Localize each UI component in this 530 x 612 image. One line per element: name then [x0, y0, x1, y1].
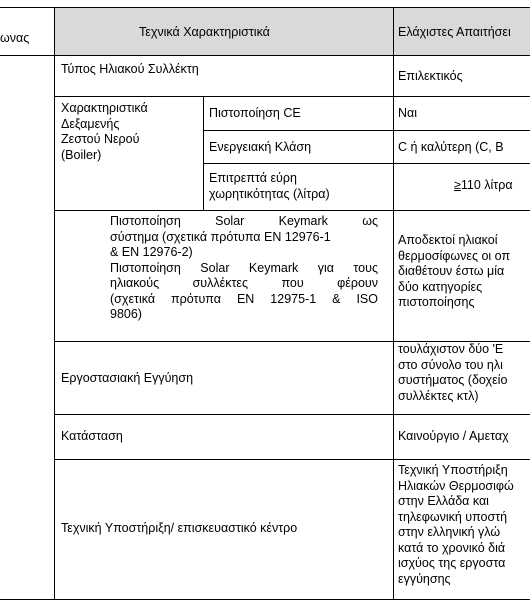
header-specs: Τεχνικά Χαρακτηριστικά — [139, 25, 270, 39]
rule-collector-bottom — [54, 96, 530, 97]
capacity-label — [209, 171, 330, 202]
rule-ce-bottom — [203, 130, 530, 131]
keymark-line: ηλιακούς συλλέκτες που φέρουν — [110, 276, 378, 290]
energy-label: Ενεργειακή Κλάση — [209, 140, 312, 154]
rule-boiler-bottom — [54, 210, 530, 211]
keymark-value-line: πιστοποίησης — [398, 295, 475, 309]
capacity-value-symbol: ≥ — [454, 178, 461, 192]
rule-top — [0, 7, 530, 8]
rule-col-left — [54, 7, 55, 600]
rule-bottom — [0, 599, 530, 600]
support-label: Τεχνική Υποστήριξη/ επισκευαστικό κέντρο — [61, 521, 298, 535]
capacity-value-rest: 110 λίτρα — [460, 178, 513, 192]
support-value-line: Ηλιακών Θερμοσιφώ — [398, 478, 514, 493]
warranty-label: Εργοστασιακή Εγγύηση — [61, 371, 194, 385]
keymark-value-line: δύο κατηγορίες — [398, 279, 483, 294]
keymark-line: σύστημα (σχετικά πρότυπα EN 12976-1 — [110, 229, 331, 244]
condition-value: Καινούργιο / Αμεταχ — [398, 429, 509, 443]
warranty-value — [398, 342, 507, 404]
header-requirements: Ελάχιστες Απαιτήσει — [398, 25, 511, 39]
rule-condition-bottom — [54, 459, 530, 460]
capacity-label-line: χωρητικότητας (λίτρα) — [209, 186, 330, 201]
rule-warranty-bottom — [54, 414, 530, 415]
keymark-line: 9806) — [110, 307, 142, 321]
warranty-value-line: συλλέκτες κτλ) — [398, 388, 479, 403]
rule-energy-bottom — [203, 163, 530, 164]
ce-value: Ναι — [398, 106, 418, 120]
rule-subcol — [203, 96, 204, 211]
support-value-line: εγγύησης — [398, 571, 451, 586]
support-value-line: στην Ελλάδα και — [398, 494, 489, 508]
boiler-label-line: (Boiler) — [61, 147, 102, 162]
capacity-label-line: Επιτρεπτά εύρη — [209, 171, 297, 185]
keymark-line: Πιστοποίηση Solar Keymark ως — [110, 214, 378, 228]
collector-type-label: Τύπος Ηλιακού Συλλέκτη — [61, 62, 199, 76]
rule-header-bottom — [0, 55, 530, 56]
ce-label: Πιστοποίηση CE — [209, 106, 301, 120]
support-value-line: τηλεφωνική υποστή — [398, 509, 508, 524]
condition-label: Κατάσταση — [61, 429, 123, 443]
support-value-line: στην ελληνική γλώ — [398, 525, 501, 539]
warranty-value-line: στο σύνολο του ηλι — [398, 357, 503, 372]
keymark-line: & EN 12976-2) — [110, 245, 193, 259]
keymark-line: Πιστοποίηση Solar Keymark για τους — [110, 260, 378, 275]
support-value-line: ισχύος της εργοστα — [398, 556, 506, 570]
boiler-label-line: Ζεστού Νερού — [61, 132, 140, 146]
keymark-label — [110, 214, 378, 323]
keymark-value-line: θερμοσίφωνες οι οπ — [398, 248, 511, 263]
keymark-value-line: διαθέτουν έστω μία — [398, 264, 505, 278]
warranty-value-line: συστήματος (δοχείο — [398, 373, 508, 387]
keymark-line: (σχετικά πρότυπα EN 12975-1 & ISO — [110, 291, 378, 306]
boiler-label-line: Χαρακτηριστικά — [61, 101, 148, 115]
warranty-value-line: τουλάχιστον δύο 'Ε — [398, 342, 504, 356]
header-left-partial: ωνας — [0, 31, 30, 45]
boiler-label — [61, 101, 148, 163]
rule-col-right — [393, 7, 394, 600]
support-value-line: Τεχνική Υποστήριξη — [398, 463, 508, 477]
collector-type-value: Επιλεκτικός — [398, 69, 463, 83]
support-value — [398, 463, 514, 587]
energy-value: C ή καλύτερη (C, B — [398, 140, 504, 154]
capacity-value — [454, 178, 513, 193]
boiler-label-line: Δεξαμενής — [61, 116, 120, 131]
keymark-value-line: Αποδεκτοί ηλιακοί — [398, 233, 498, 247]
support-value-line: κατά το χρονικό διά — [398, 540, 506, 555]
keymark-value — [398, 233, 510, 311]
